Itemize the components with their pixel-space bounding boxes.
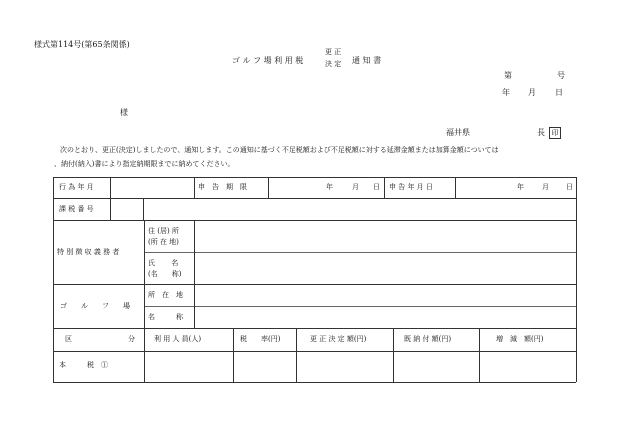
table-rule [143, 198, 144, 220]
table-rule [144, 306, 576, 307]
users-label: 利 用 人 員(人) [154, 335, 202, 343]
table-rule [53, 382, 576, 383]
issuer-title: 長 [537, 128, 545, 137]
table-rule [194, 220, 195, 328]
address-label: 住 (居) 所 [148, 227, 179, 235]
date-day: 日 [555, 88, 563, 97]
filing-deadline-label: 申 告 期 限 [198, 183, 247, 191]
table-rule [268, 177, 269, 198]
table-border-right [576, 177, 577, 382]
main-tax-label: 本 税 ① [59, 361, 108, 369]
tax-rate-label: 税 率(円) [240, 335, 281, 343]
number-label: 第 [504, 71, 512, 80]
table-rule [393, 328, 394, 382]
corrected-amount-label: 更 正 決 定 額(円) [310, 335, 367, 343]
form-number: 様式第114号(第65条関係) [34, 40, 130, 49]
table-rule [233, 328, 234, 382]
designation-label: 名 称 [148, 313, 183, 321]
filing-day: 日 [566, 183, 573, 191]
filing-date-label: 申 告 年 月 日 [389, 183, 433, 191]
classification-label: 区 分 [65, 335, 135, 343]
table-rule [194, 177, 195, 198]
filing-year: 年 [517, 183, 524, 191]
title-left: ゴ ル フ 場 利 用 税 [232, 56, 304, 65]
tax-id-label: 課 税 番 号 [59, 205, 94, 213]
table-rule [144, 252, 576, 253]
address-label-sub: (所 在 地) [148, 238, 179, 246]
title-lower-option: 決 定 [325, 60, 342, 68]
table-rule [110, 198, 111, 220]
table-rule [110, 177, 111, 198]
notice-line-1: 次のとおり、更正(決定)しましたので、通知します。この通知に基づく不足税額および不足税額に対する延滞金額または加算金額については [60, 146, 499, 154]
notice-line-2: 、納付(納入)書により指定納期限までに納めてください。 [54, 160, 235, 168]
table-rule [455, 177, 456, 198]
deadline-year: 年 [326, 183, 333, 191]
number-suffix: 号 [557, 71, 565, 80]
table-rule [53, 220, 576, 221]
table-border-left [53, 177, 54, 382]
location-label: 所 在 地 [148, 291, 183, 299]
table-border-top [53, 177, 576, 178]
paid-amount-label: 既 納 付 額(円) [404, 335, 452, 343]
table-rule [53, 328, 576, 329]
table-rule [384, 177, 385, 198]
title-right: 通 知 書 [352, 56, 382, 65]
addressee-suffix: 様 [120, 108, 128, 117]
table-rule [53, 284, 576, 285]
date-month: 月 [528, 88, 536, 97]
filing-month: 月 [542, 183, 549, 191]
change-amount-label: 増 減 額(円) [496, 335, 544, 343]
table-rule [53, 351, 576, 352]
table-rule [479, 328, 480, 382]
name-label: 氏 名 [148, 259, 179, 267]
deadline-month: 月 [352, 183, 359, 191]
deadline-day: 日 [373, 183, 380, 191]
table-rule [296, 328, 297, 382]
name-label-sub: (名 称) [148, 270, 182, 278]
date-year: 年 [502, 88, 510, 97]
issuer-prefecture: 福井県 [446, 128, 470, 137]
golf-course-label: ゴ ル フ 場 [60, 302, 130, 310]
table-rule [144, 220, 145, 328]
special-collector-label: 特 別 徴 収 義 務 者 [57, 248, 120, 256]
table-rule [144, 328, 145, 382]
title-upper-option: 更 正 [325, 48, 342, 56]
transaction-month-label: 行 為 年 月 [59, 183, 94, 191]
seal-stamp: 印 [549, 127, 561, 139]
table-rule [53, 198, 576, 199]
